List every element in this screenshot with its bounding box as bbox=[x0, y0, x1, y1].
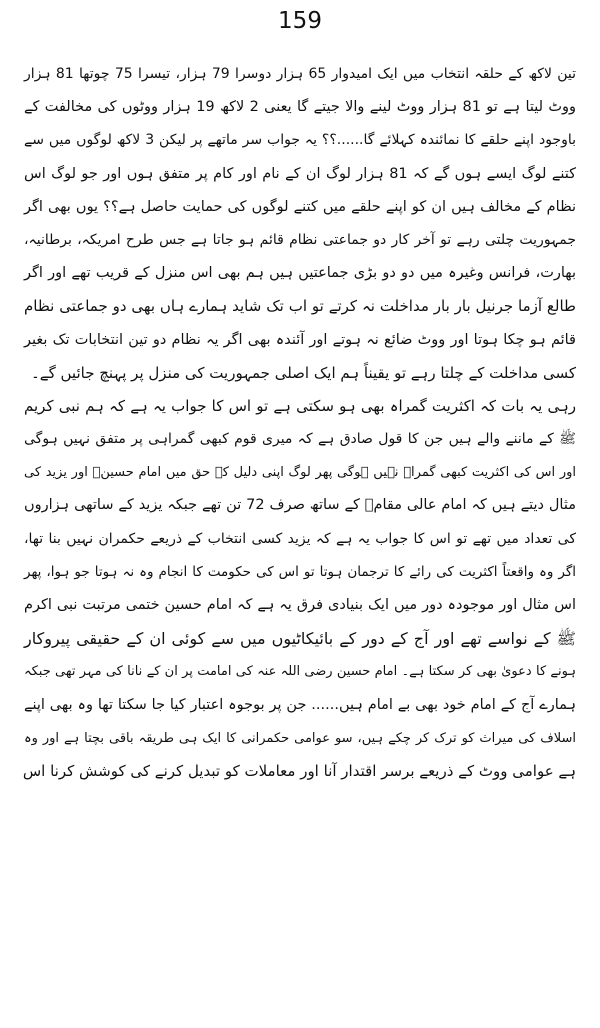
text-line: ہمارے آج کے امام خود بھی بے امام ہیں...... جن پر بوجوہ اعتبار کیا جا سکتا تھا وہ بھی اپنے bbox=[24, 696, 576, 713]
text-line: اس مثال اور موجودہ دور میں ایک بنیادی فرق یہ ہے کہ امام حسین ختمی مرتبت نبی اکرم bbox=[24, 597, 576, 613]
text-line: باوجود اپنے حلقے کا نمائندہ کہلائے گا......؟؟ یہ جواب سر ماتھے پر لیکن 3 لاکھ لوگوں میں سے bbox=[24, 132, 577, 149]
text-line: تین لاکھ کے حلقہ انتخاب میں ایک امیدوار 65 ہزار دوسرا 79 ہزار، تیسرا 75 چوتھا 81 ہزار bbox=[24, 66, 577, 82]
page-number: 159 bbox=[278, 8, 322, 34]
text-line: ﷺ کے نواسے تھے اور آج کے دور کے بائیکاٹیوں میں سے کوئی ان کے حقیقی پیروکار bbox=[24, 629, 576, 649]
text-line: اور اس کی اکثریت کبھی گمراہ نہیں ہوگی پھر لوگ اپنی دلیل کے حق میں امام حسینؓ اور یزید کی bbox=[24, 465, 576, 481]
text-line: نظام کے مخالف ہیں ان کو اپنے حلقے میں کتنے لوگوں کی حمایت حاصل ہے؟؟ یوں بھی اگر bbox=[24, 198, 576, 215]
text-line: طالع آزما جرنیل بار بار مداخلت نہ کرتے تو اب تک شاید ہمارے ہاں بھی دو جماعتی نظام bbox=[24, 297, 576, 316]
body-text bbox=[24, 58, 576, 788]
text-line: جمہوریت چلتی رہے تو آخر کار دو جماعتی نظام قائم ہو جاتا ہے جس طرح امریکہ، برطانیہ، bbox=[24, 231, 576, 248]
text-line: ﷺ کے ماننے والے ہیں جن کا قول صادق ہے کہ میری قوم کبھی گمراہی پر متفق نہیں ہوگی bbox=[24, 431, 576, 448]
text-line: قائم ہو چکا ہوتا اور ووٹ ضائع نہ ہوتے اور آئندہ بھی اگر یہ نظام دو تین انتخابات تک بغیر bbox=[24, 331, 576, 348]
text-line: اسلاف کی میراث کو ترک کر چکے ہیں، سو عوامی حکمرانی کا ایک ہی طریقہ باقی بچتا ہے اور وہ bbox=[24, 730, 576, 746]
text-line: ہونے کا دعویٰ بھی کر سکتا ہے۔ امام حسین رضی اللہ عنہ کی امامت پر ان کے نانا کی مہر تھی جبکہ bbox=[24, 664, 576, 680]
text-line: کتنے لوگ ایسے ہوں گے کہ 81 ہزار لوگ ان کے نام اور کام پر متفق ہوں اور جو لوگ اس bbox=[24, 165, 577, 182]
text-line: اگر وہ واقعتاً اکثریت کی رائے کا ترجمان ہوتا تو اس کی حکومت کا انجام وہ نہ ہوتا جو ہوا، پھر bbox=[24, 563, 576, 580]
text-line: رہی یہ بات کہ اکثریت گمراہ بھی ہو سکتی ہے تو اس کا جواب یہ ہے کہ ہم نبی کریم bbox=[24, 396, 576, 415]
paragraph-end-line: کسی مداخلت کے چلتا رہے تو یقیناً ہم ایک اصلی جمہوریت کی منزل پر پہنچ جائیں گے۔ bbox=[31, 363, 576, 382]
text-line: ووٹ لیتا ہے تو 81 ہزار ووٹ لینے والا جیتے گا یعنی 2 لاکھ 19 ہزار ووٹوں کی مخالفت کے bbox=[24, 99, 576, 116]
text-line: کی تعداد میں تھے تو اس کا جواب یہ ہے کہ یزید کسی انتخاب کے ذریعے حکمران نہیں بنا تھا، bbox=[24, 530, 576, 547]
text-line: بھارت، فرانس وغیرہ میں دو دو بڑی جماعتیں ہیں ہم بھی اس منزل کے قریب تھے اور اگر bbox=[24, 265, 576, 282]
text-line: مثال دیتے ہیں کہ امام عالی مقامؓ کے ساتھ صرف 72 تن تھے جبکہ یزید کے ساتھی ہزاروں bbox=[24, 497, 576, 514]
text-line: ہے عوامی ووٹ کے ذریعے برسر اقتدار آنا اور معاملات کو تبدیل کرنے کی کوشش کرنا اس bbox=[22, 761, 576, 780]
